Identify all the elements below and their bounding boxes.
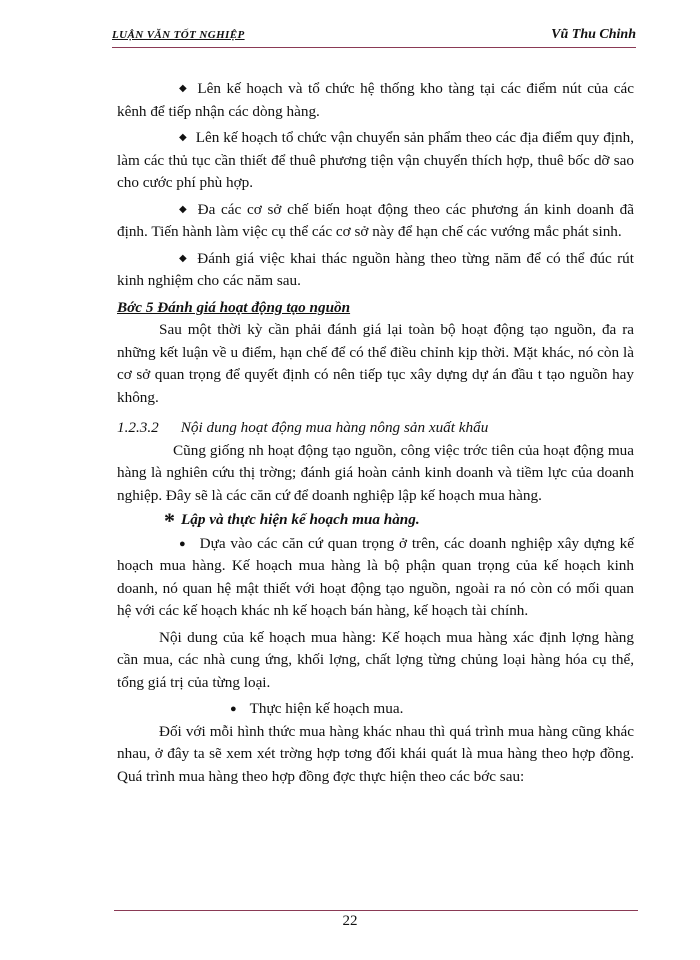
paragraph-plan: ● Dựa vào các căn cứ quan trọng ở trên, các doanh nghiệp xây dựng kế hoạch mua hàng. Kế hoạch mua hàng là bộ phận quan trọng của kế hoạch kinh doanh, nó quan hệ mật thiết với hoạt động tạo nguồn, ngoài ra nó còn có mối quan hệ với các kế hoạch khác nh kế hoạch bán hàng, kế hoạch tài chính. — [117, 534, 634, 619]
diamond-bullet-icon: ◆ — [179, 83, 189, 94]
thesis-label: LUẬN VĂN TỐT NGHIỆP — [112, 29, 245, 41]
paragraph-bullet-4: ◆ Đánh giá việc khai thác nguồn hàng theo từng năm để có thể đúc rút kinh nghiệm cho các năm sau. — [117, 249, 634, 289]
paragraph-execute: ● Thực hiện kế hoạch mua. — [230, 700, 404, 717]
paragraph-plan-content: Nội dung của kế hoạch mua hàng: Kế hoạch mua hàng xác định lợng hàng cần mua, các nhà cung ứng, khối lợng, chất lợng từng chủng loại hàng hóa cụ thể, tổng giá trị của từng loại. — [117, 628, 634, 691]
section-number: 1.2.3.2 — [117, 419, 159, 436]
paragraph-bullet-1: ◆ Lên kế hoạch và tổ chức hệ thống kho tàng tại các điểm nút của các kênh để tiếp nhận các dòng hàng. — [117, 80, 634, 120]
step-heading: Bớc 5 Đánh giá hoạt động tạo nguồn — [117, 298, 351, 316]
star-heading: * Lập và thực hiện kế hoạch mua hàng. — [164, 508, 420, 533]
diamond-bullet-icon: ◆ — [179, 252, 189, 264]
page-header — [112, 28, 636, 46]
star-bullet-icon: * — [164, 508, 175, 533]
section-heading — [117, 417, 634, 440]
header-divider — [112, 47, 636, 48]
document-body — [117, 78, 634, 788]
author-name: Vũ Thu Chinh — [551, 27, 636, 42]
paragraph-intro: Cũng giống nh hoạt động tạo nguồn, công việc trớc tiên của hoạt động mua hàng là nghiên cứu thị trờng; đánh giá hoàn cảnh kinh doanh và tiềm lực của doanh nghiệp. Đây sẽ là các căn cứ để doanh nghiệp lập kế hoạch mua hàng. — [117, 441, 634, 504]
page-number: 22 — [342, 913, 358, 929]
paragraph-step5: Sau một thời kỳ cần phải đánh giá lại toàn bộ hoạt động tạo nguồn, đa ra những kết luận về u điểm, hạn chế để có thể điều chỉnh kịp thời. Mặt khác, nó còn là cơ sở quan trọng để quyết định có nên tiếp tục xây dựng dự án đầu t tạo nguồn hay không. — [117, 321, 634, 406]
section-title: Nội dung hoạt động mua hàng nông sản xuất khẩu — [180, 419, 489, 436]
diamond-bullet-icon: ◆ — [179, 132, 187, 143]
footer-divider — [114, 910, 638, 911]
round-bullet-icon: ● — [179, 537, 187, 550]
paragraph-bullet-3: ◆ Đa các cơ sở chế biến hoạt động theo các phương án kinh doanh đã định. Tiến hành làm việc cụ thể các cơ sở này để hạn chế các vướng mắc phát sinh. — [117, 200, 634, 240]
round-bullet-icon: ● — [230, 703, 237, 715]
paragraph-process: Đối với mỗi hình thức mua hàng khác nhau thì quá trình mua hàng cũng khác nhau, ở đây ta sẽ xem xét trờng hợp tơng đối khái quát là mua hàng theo hợp đồng. Quá trình mua hàng theo hợp đồng đợc thực hiện theo các bớc sau: — [117, 722, 634, 785]
paragraph-bullet-2: ◆ Lên kế hoạch tổ chức vận chuyển sản phẩm theo các địa điểm quy định, làm các thủ tục cần thiết để thuê phương tiện vận chuyển thích hợp, thuê bốc dỡ sao cho cước phí phù hợp. — [117, 129, 634, 191]
diamond-bullet-icon: ◆ — [179, 203, 189, 215]
